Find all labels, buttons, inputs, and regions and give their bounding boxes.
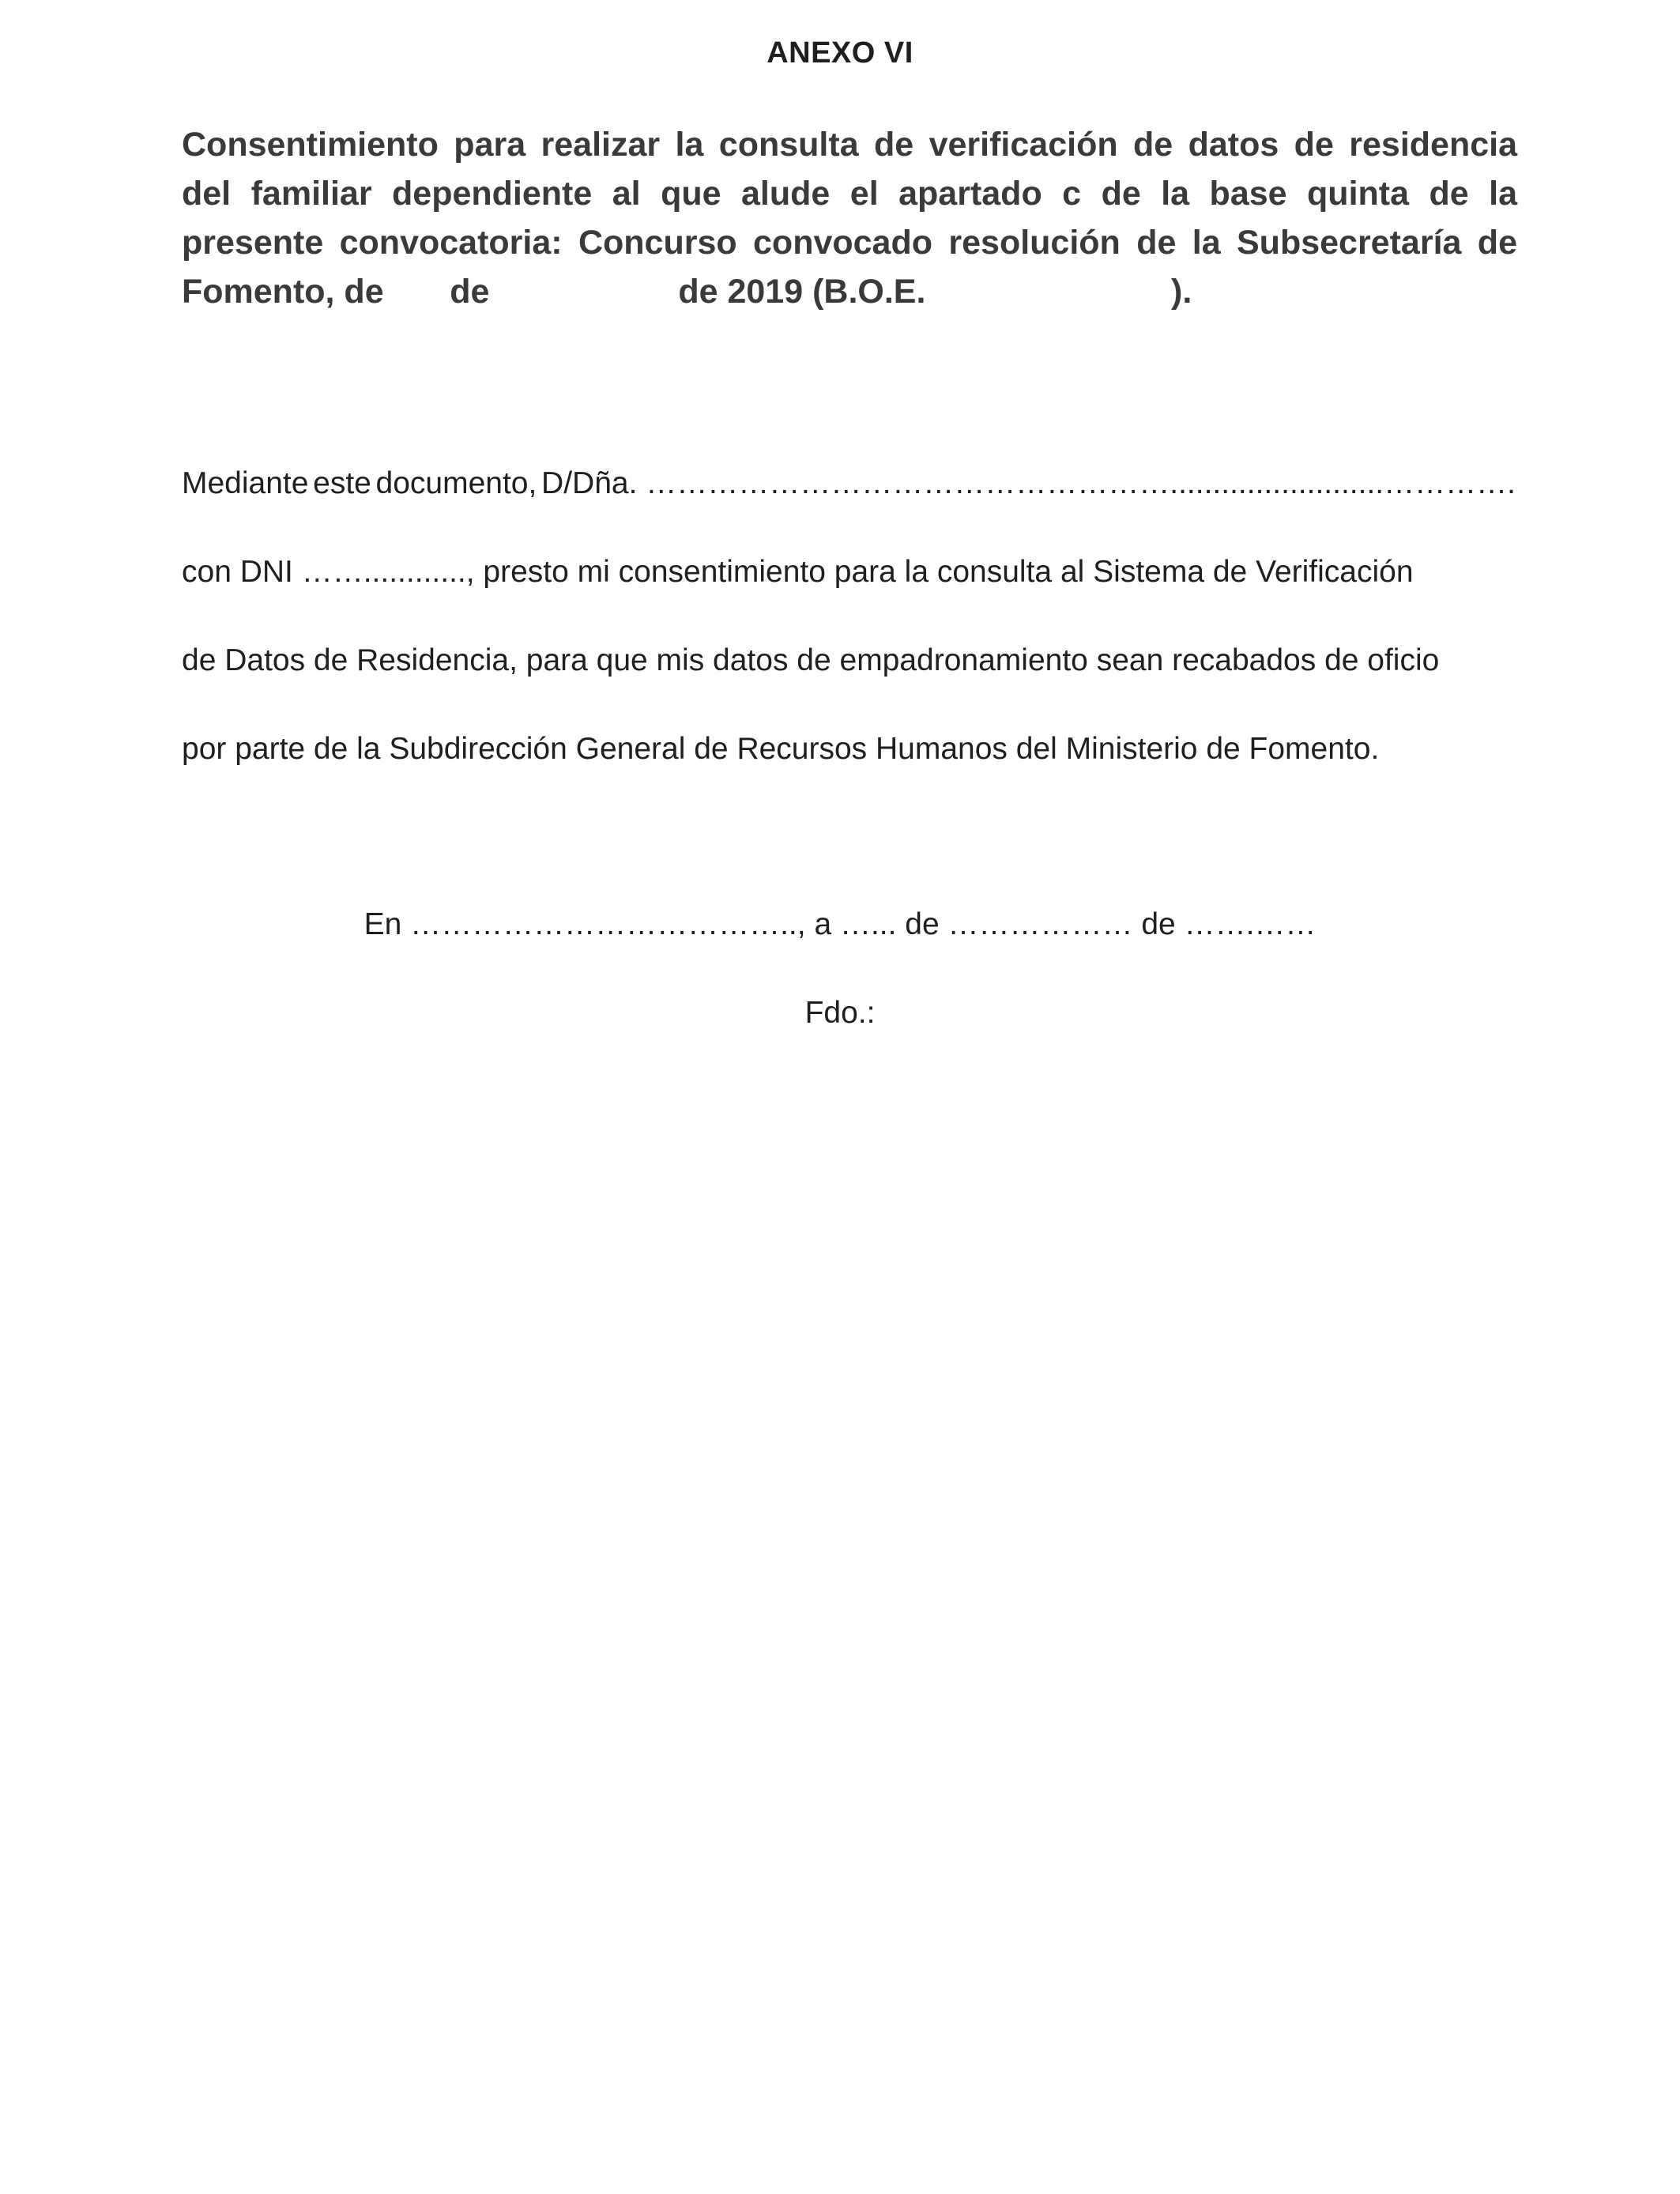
- consent-line: [182, 466, 1516, 501]
- consent-word: Mediante: [182, 466, 309, 500]
- consent-line: por parte de la Subdirección General de Recursos Humanos del Ministerio de Fomento.: [182, 732, 1380, 766]
- document-heading: [182, 120, 1517, 316]
- heading-line: Fomento, de de de 2019 (B.O.E. ).: [182, 273, 1192, 311]
- consent-word: documento,: [375, 466, 537, 500]
- heading-line: del familiar dependiente al que alude el apartado c de la base quinta de la: [182, 175, 1517, 213]
- annex-title: ANEXO VI: [767, 36, 913, 70]
- consent-word: este: [313, 466, 371, 500]
- consent-line: de Datos de Residencia, para que mis datos de empadronamiento sean recabados de oficio: [182, 643, 1440, 677]
- name-blank: D/Dña. …………………………………………….........................………….: [541, 466, 1516, 500]
- heading-line: Consentimiento para realizar la consulta de verificación de datos de residencia: [182, 126, 1517, 164]
- signature-label: Fdo.:: [804, 996, 876, 1030]
- place-date-line: En ……………………………….., a …... de ……………… de …….……: [363, 907, 1317, 941]
- consent-line: con DNI ……............, presto mi consentimiento para la consulta al Sistema de Verificación: [182, 555, 1414, 589]
- heading-line: presente convocatoria: Concurso convocado resolución de la Subsecretaría de: [182, 224, 1517, 262]
